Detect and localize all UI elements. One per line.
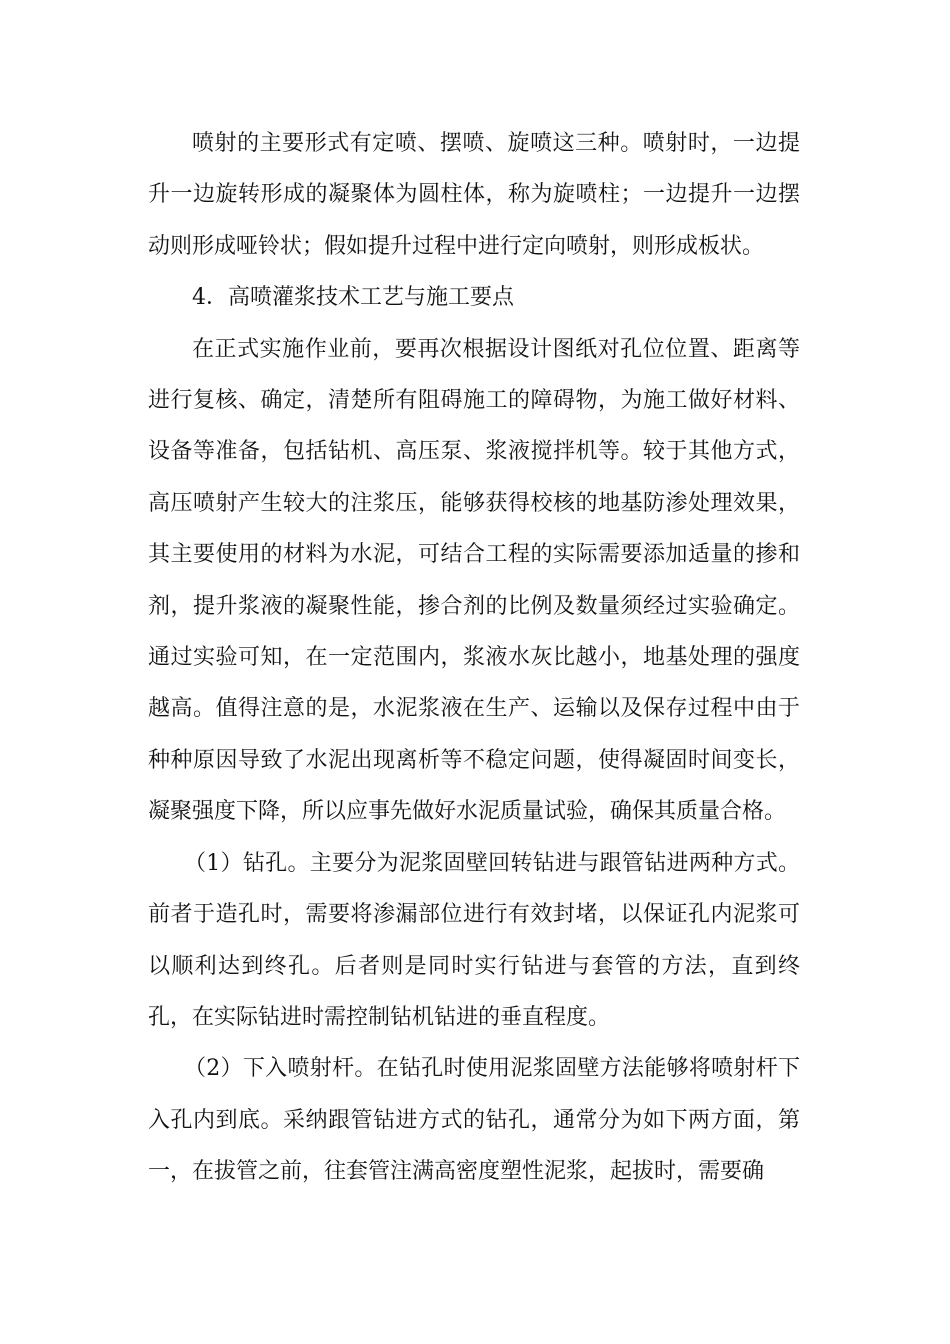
paragraph-drilling: （1）钻孔。主要分为泥浆固壁回转钻进与跟管钻进两种方式。前者于造孔时，需要将渗漏部位进行有效封堵，以保证孔内泥浆可以顺利达到终孔。后者则是同时实行钻进与套管的方法，直到终孔，在实际钻进时需控制钻机钻进的垂直程度。 xyxy=(148,850,800,1030)
paragraph-preparation: 在正式实施作业前，要再次根据设计图纸对孔位位置、距离等进行复核、确定，清楚所有阻碍施工的障碍物，为施工做好材料、设备等准备，包括钻机、高压泵、浆液搅拌机等。较于其他方式，高压喷射产生较大的注浆压，能够获得校核的地基防渗处理效果，其主要使用的材料为水泥，可结合工程的实际需要添加适量的掺和剂，提升浆液的凝聚性能，掺合剂的比例及数量须经过实验确定。通过实验可知，在一定范围内，浆液水灰比越小，地基处理的强度越高。值得注意的是，水泥浆液在生产、运输以及保存过程中由于种种原因导致了水泥出现离析等不稳定问题，使得凝固时间变长，凝聚强度下降，所以应事先做好水泥质量试验，确保其质量合格。 xyxy=(148,336,800,825)
section-heading: 4．高喷灌浆技术工艺与施工要点 xyxy=(192,285,514,311)
paragraph-lowering-rod: （2）下入喷射杆。在钻孔时使用泥浆固壁方法能够将喷射杆下入孔内到底。采纳跟管钻进方式的钻孔，通常分为如下两方面，第一，在拔管之前，往套管注满高密度塑性泥浆，起拔时，需要确 xyxy=(148,1056,800,1185)
paragraph-spray-forms: 喷射的主要形式有定喷、摆喷、旋喷这三种。喷射时，一边提升一边旋转形成的凝聚体为圆柱体，称为旋喷柱；一边提升一边摆动则形成哑铃状；假如提升过程中进行定向喷射，则形成板状。 xyxy=(148,131,800,259)
document-body xyxy=(148,118,800,1198)
